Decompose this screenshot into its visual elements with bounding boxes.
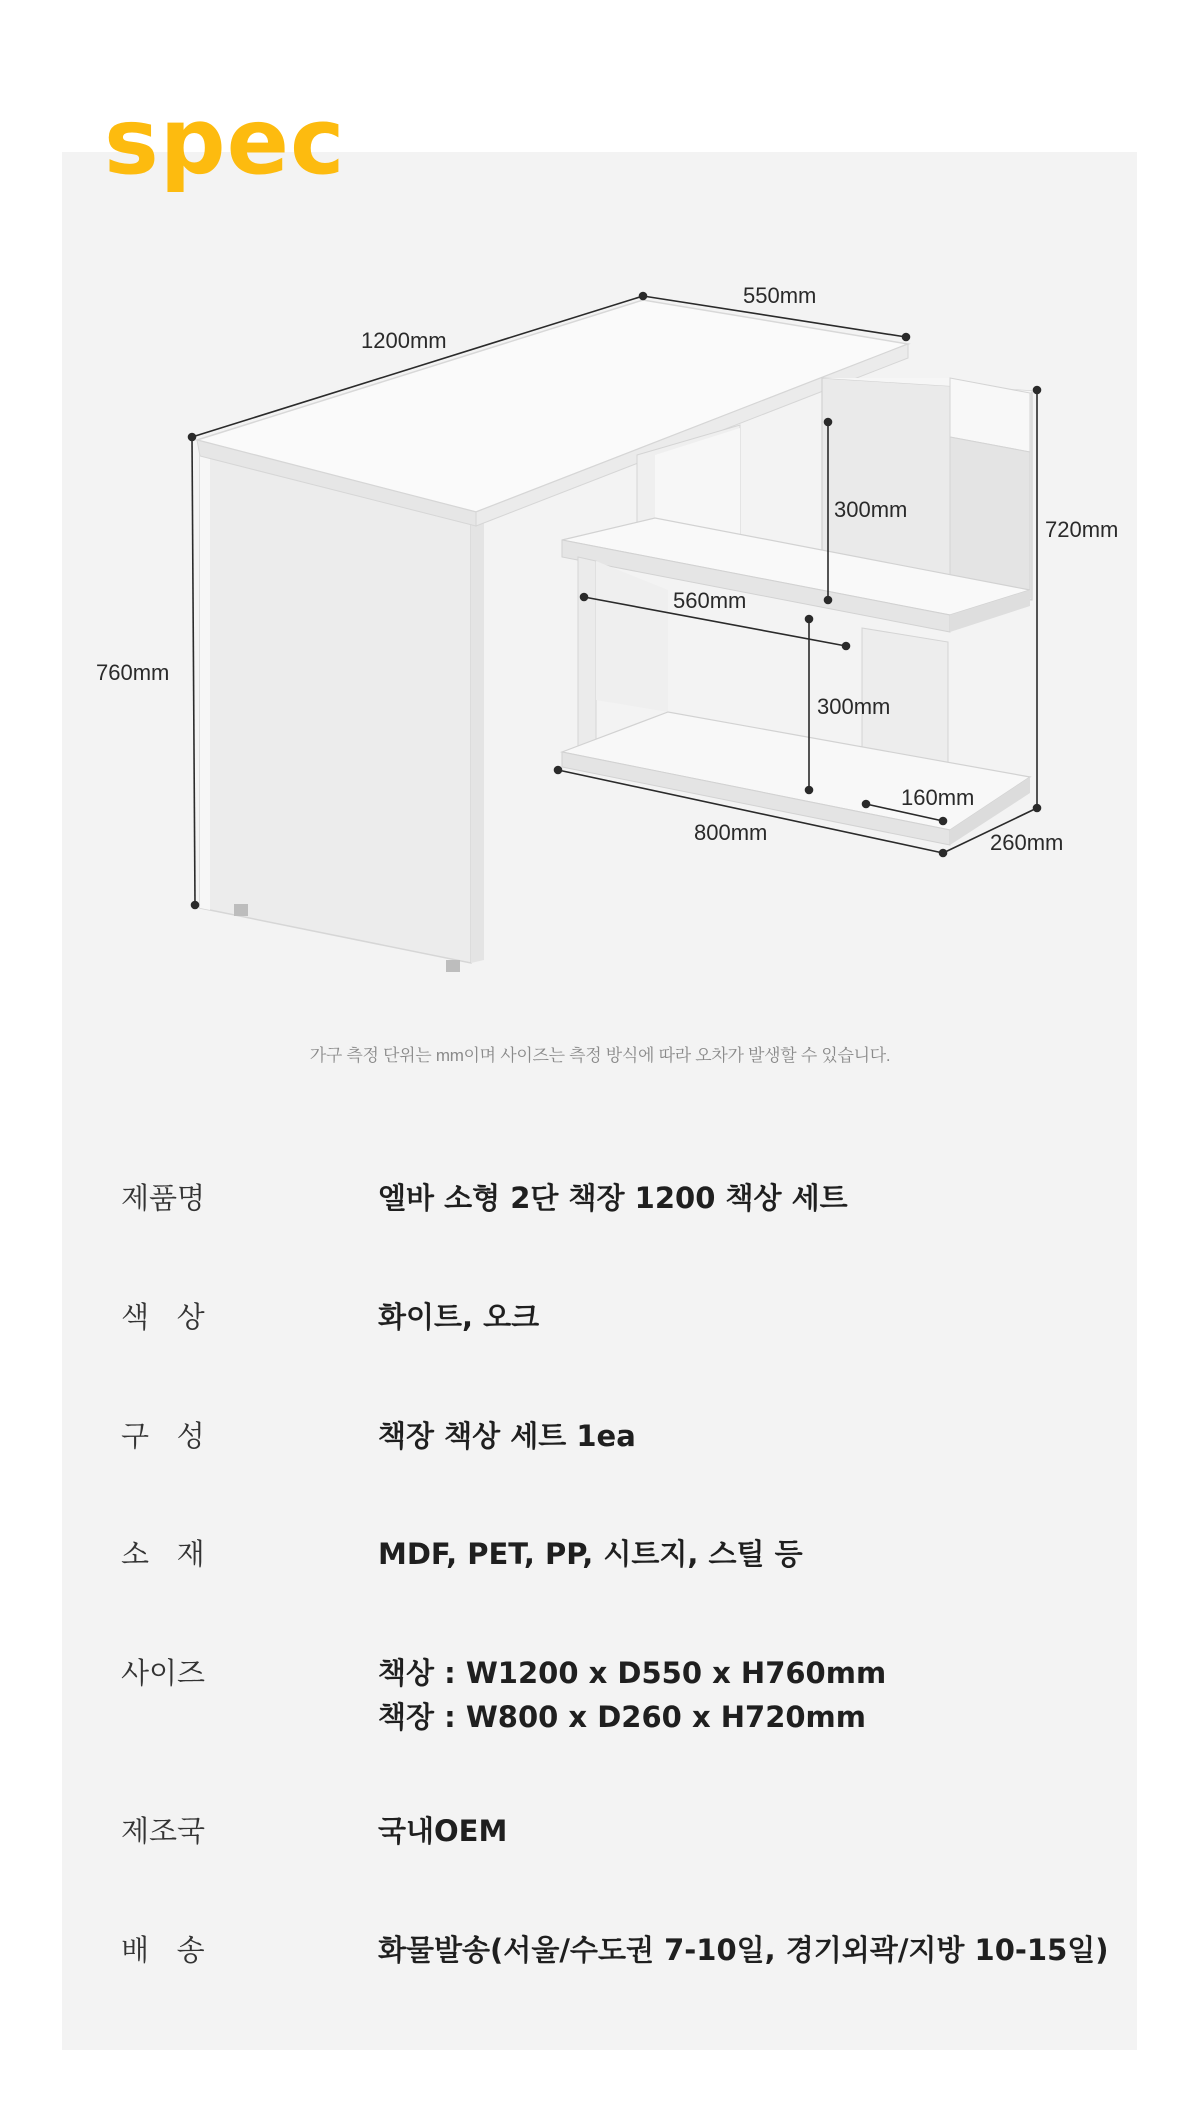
shelf-lower-height-label: 300mm	[817, 694, 891, 719]
spec-value	[378, 1651, 886, 1739]
spec-label: 제품명	[121, 1181, 206, 1215]
shelf-size-value: 책장 : W800 x D260 x H720mm	[378, 1700, 866, 1734]
spec-label: 제조국	[121, 1814, 206, 1848]
shelf-height-label: 720mm	[1045, 517, 1119, 542]
product-dimension-diagram	[62, 270, 1137, 1010]
spec-value: 화이트, 오크	[378, 1300, 540, 1334]
spec-value: 국내OEM	[378, 1814, 508, 1848]
spec-value: 엘바 소형 2단 책장 1200 책상 세트	[378, 1181, 848, 1215]
desk-illustration	[197, 300, 908, 972]
shelf-divider-label: 160mm	[901, 785, 975, 810]
spec-label: 색 상	[121, 1300, 205, 1334]
spec-label: 소 재	[121, 1537, 205, 1571]
desk-height-label: 760mm	[96, 660, 170, 685]
spec-label: 사이즈	[121, 1656, 206, 1690]
shelf-upper-height-label: 300mm	[834, 497, 908, 522]
shelf-width-label: 800mm	[694, 820, 768, 845]
spec-value: 책장 책상 세트 1ea	[378, 1419, 636, 1453]
shelf-inner-width-label: 560mm	[673, 588, 747, 613]
desk-size-value: 책상 : W1200 x D550 x H760mm	[378, 1656, 887, 1690]
measurement-note: 가구 측정 단위는 mm이며 사이즈는 측정 방식에 따라 오차가 발생할 수 있습니다.	[309, 1046, 891, 1065]
desk-depth-label: 550mm	[743, 283, 817, 308]
spec-label: 구 성	[121, 1419, 205, 1453]
spec-label: 배 송	[121, 1933, 205, 1967]
spec-heading: spec	[104, 88, 346, 195]
spec-value: 화물발송(서울/수도권 7-10일, 경기외곽/지방 10-15일)	[378, 1933, 1109, 1967]
spec-value: MDF, PET, PP, 시트지, 스틸 등	[378, 1537, 803, 1571]
desk-width-label: 1200mm	[361, 328, 447, 353]
shelf-depth-label: 260mm	[990, 830, 1064, 855]
